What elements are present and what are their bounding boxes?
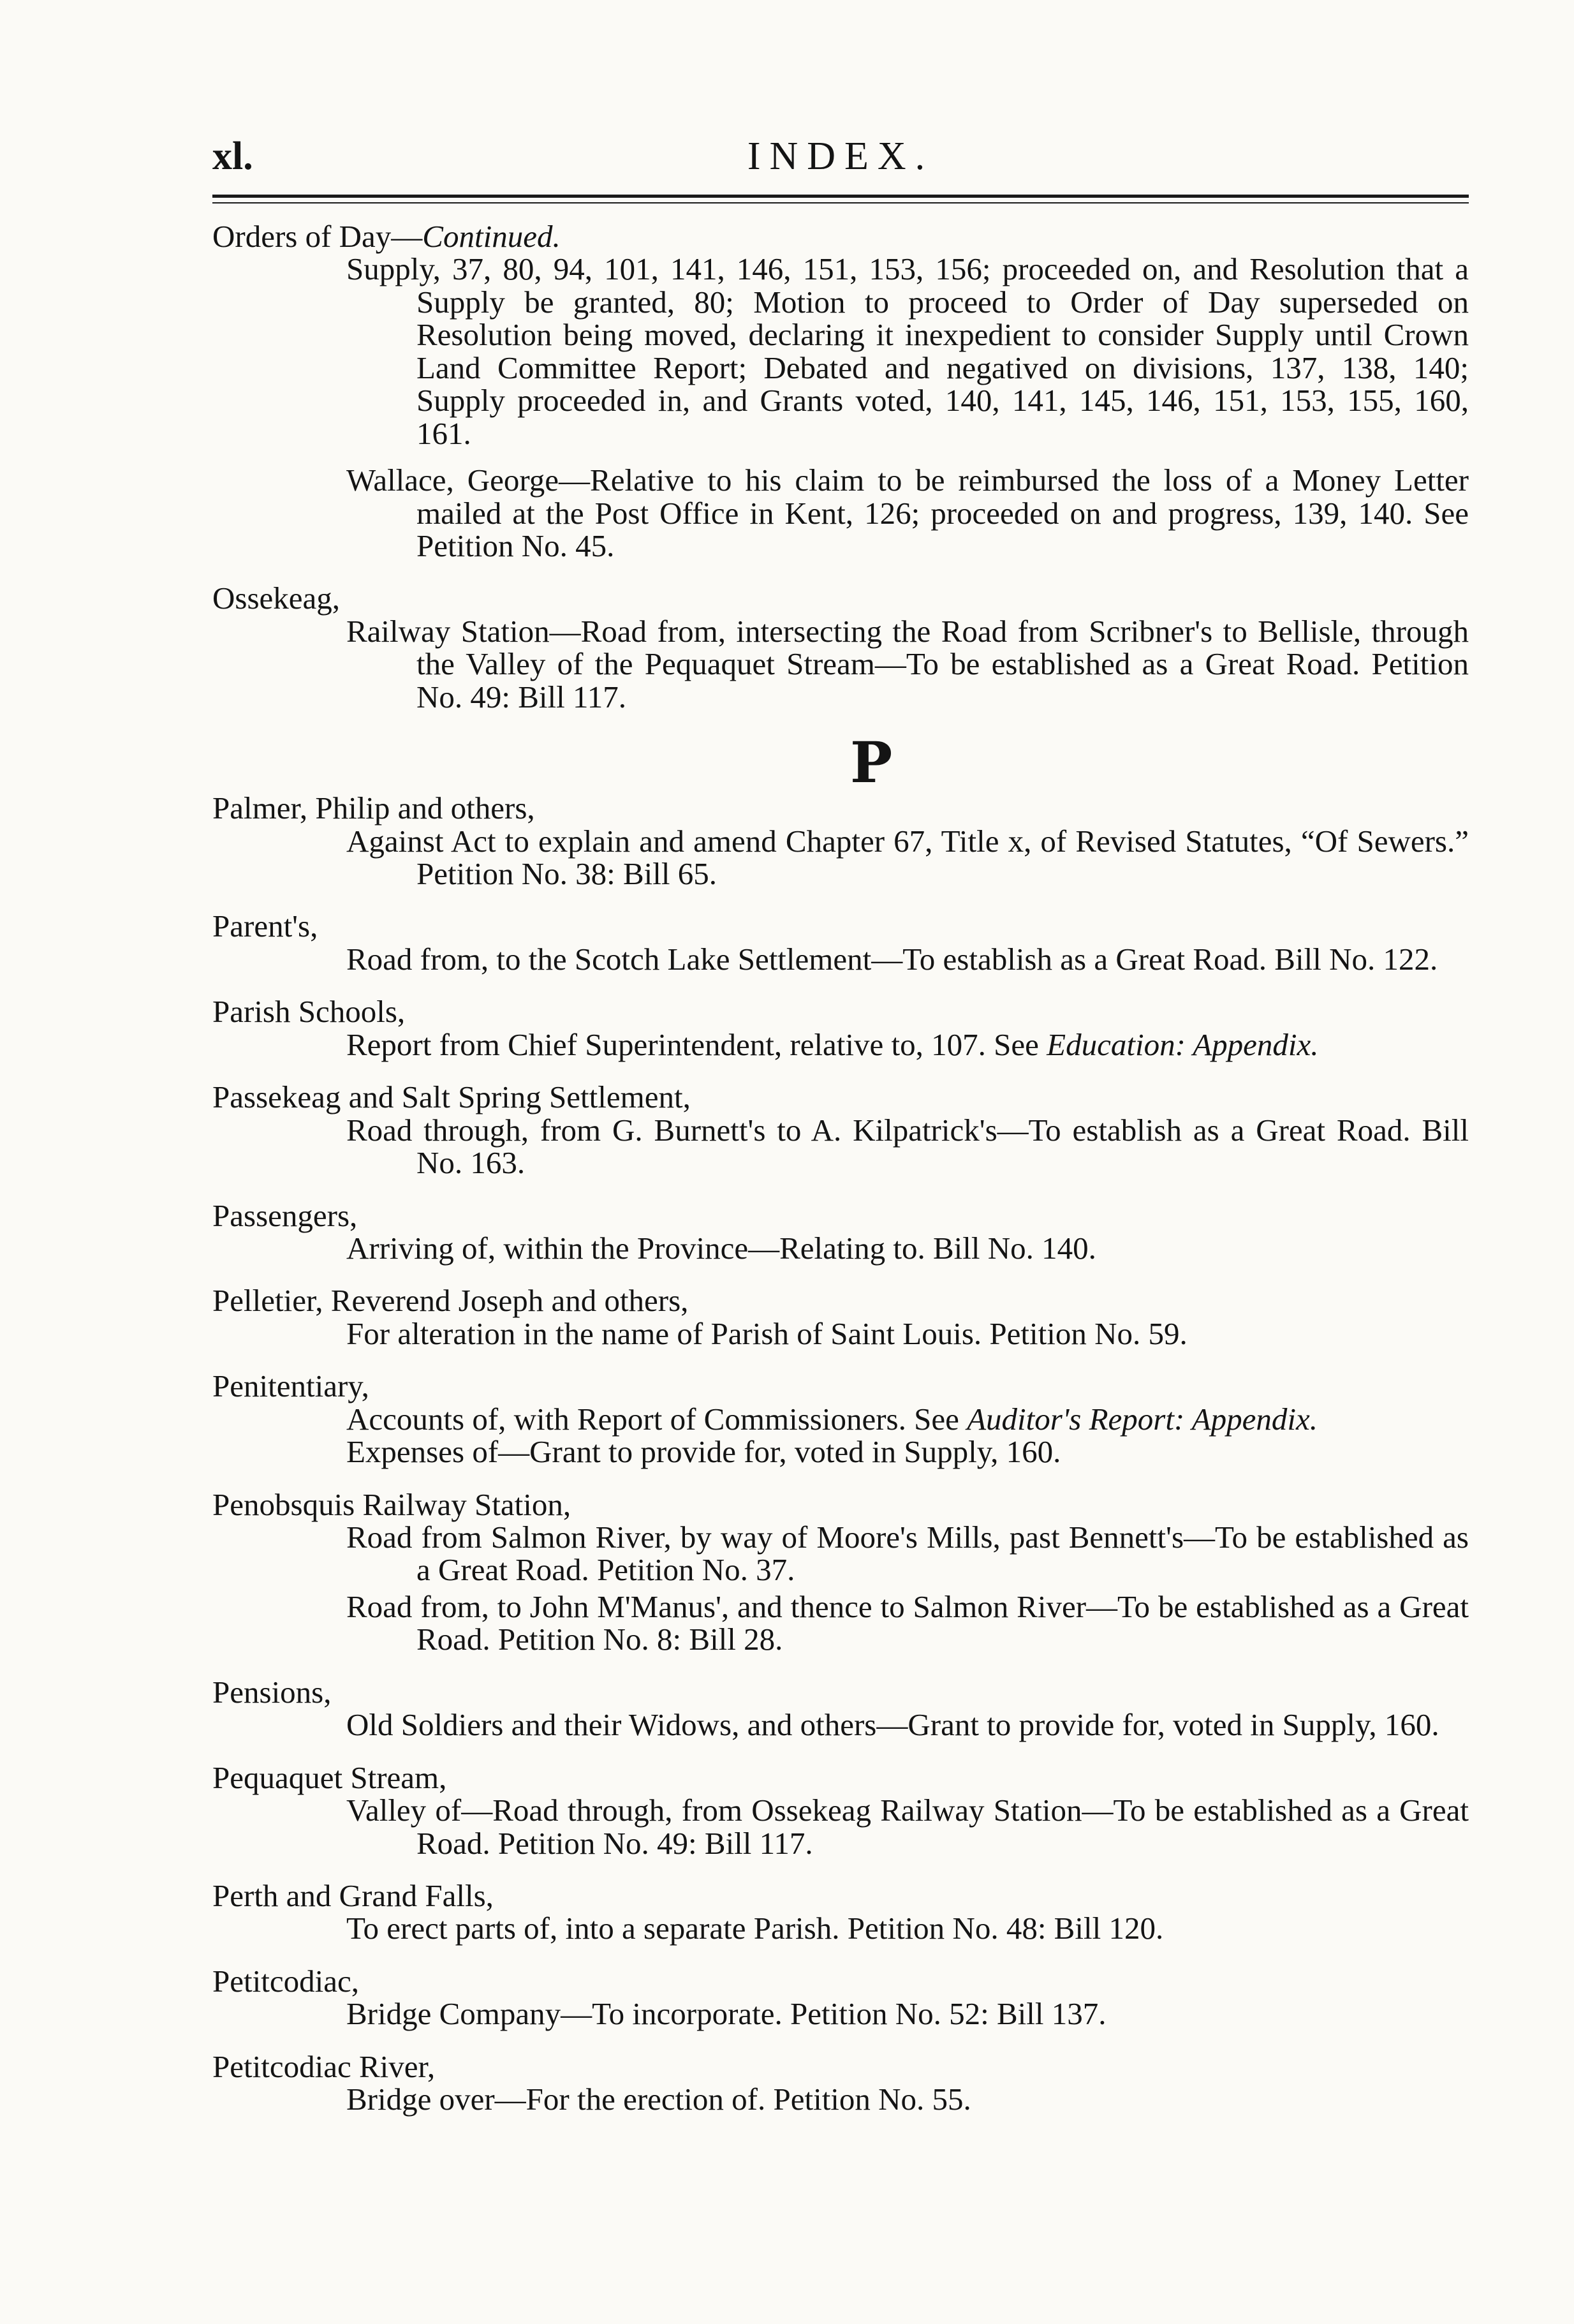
entry-subentry — [346, 1028, 1469, 1061]
entry-heading: Parent's, — [212, 908, 318, 944]
entry-subentry: Railway Station—Road from, intersecting the Road from Scribner's to Bellisle, through the Valley of the Pequaquet Stream—To be established as a Great Road. Petition No. 49: Bill 117. — [346, 613, 1469, 714]
index-entry — [212, 1761, 1469, 1860]
entry-subentry: Wallace, George—Relative to his claim to be reimbursed the loss of a Money Letter mailed at the Post Office in Kent, 126; proceeded on and progress, 139, 140. See Petition No. 45. — [346, 463, 1469, 563]
cross-reference: Auditor's Report: Appendix. — [967, 1401, 1318, 1437]
index-entry — [212, 1488, 1469, 1656]
entry-subentry: Bridge over—For the erection of. Petition No. 55. — [346, 2082, 971, 2117]
entry-subentry — [346, 1403, 1469, 1435]
entry-subentry: Road from Salmon River, by way of Moore's Mills, past Bennett's—To be established as a Great Road. Petition No. 37. — [346, 1520, 1469, 1588]
index-entry — [212, 1081, 1469, 1179]
index-entry — [212, 1965, 1469, 2031]
index-entry — [212, 910, 1469, 975]
entry-subentry: Road through, from G. Burnett's to A. Kilpatrick's—To establish as a Great Road. Bill No. 163. — [346, 1112, 1469, 1181]
entry-heading: Parish Schools, — [212, 994, 406, 1030]
index-entry — [212, 2050, 1469, 2116]
page-number: xl. — [212, 135, 253, 178]
header-rule-thin — [212, 202, 1469, 204]
entry-heading: Penitentiary, — [212, 1368, 369, 1404]
entry-subentry: Bridge Company—To incorporate. Petition No. 52: Bill 137. — [346, 1996, 1107, 2032]
section-letter-block — [212, 729, 1469, 796]
entry-heading: Pequaquet Stream, — [212, 1759, 447, 1795]
entry-heading: Petitcodiac, — [212, 1963, 359, 1999]
entry-subentry: Road from, to the Scotch Lake Settlement—To establish as a Great Road. Bill No. 122. — [346, 941, 1438, 977]
index-entry — [212, 220, 1469, 562]
entry-subentry: Valley of—Road through, from Ossekeag Railway Station—To be established as a Great Road. Petition No. 49: Bill 117. — [346, 1793, 1469, 1861]
entry-subentry: Arriving of, within the Province—Relating to. Bill No. 140. — [346, 1230, 1096, 1266]
entry-heading: Petitcodiac River, — [212, 2048, 436, 2084]
index-entry — [212, 1199, 1469, 1265]
index-entry — [212, 792, 1469, 890]
index-entry — [212, 1676, 1469, 1742]
entry-subentry: Supply, 37, 80, 94, 101, 141, 146, 151, 153, 156; proceeded on, and Resolution that a Supply be granted, 80; Motion to proceed to Order of Day superseded on Resolution being moved, declaring it inexpedient to consider Supply until Crown Land Committee Report; Debated and negatived on divisions, 137, 138, 140; Supply proceeded in, and Grants voted, 140, 141, 145, 146, 151, 153, 155, 160, 161. — [346, 251, 1469, 451]
entry-heading: Passengers, — [212, 1197, 358, 1233]
entry-subentry: Expenses of—Grant to provide for, voted in Supply, 160. — [346, 1434, 1061, 1470]
entry-heading: Passekeag and Salt Spring Settlement, — [212, 1079, 691, 1115]
index-entry — [212, 1370, 1469, 1468]
entry-subentry: Old Soldiers and their Widows, and others—Grant to provide for, voted in Supply, 160. — [346, 1707, 1439, 1743]
entry-subentry: Against Act to explain and amend Chapter 67, Title x, of Revised Statutes, “Of Sewers.” Petition No. 38: Bill 65. — [346, 823, 1469, 891]
index-entry — [212, 995, 1469, 1061]
entry-subentry: For alteration in the name of Parish of Saint Louis. Petition No. 59. — [346, 1315, 1188, 1351]
subentry-text: Report from Chief Superintendent, relative to, 107. See — [346, 1026, 1047, 1062]
entry-heading: Palmer, Philip and others, — [212, 790, 535, 826]
index-entry — [212, 582, 1469, 713]
entry-subentry: Road from, to John M'Manus', and thence to Salmon River—To be established as a Great Road. Petition No. 8: Bill 28. — [346, 1588, 1469, 1657]
cross-reference: Education: Appendix. — [1047, 1026, 1319, 1062]
entry-heading: Ossekeag, — [212, 581, 341, 616]
entry-heading-text: Orders of Day— — [212, 219, 423, 254]
page-header — [212, 134, 1469, 198]
index-entry — [212, 1879, 1469, 1945]
continued-label: Continued. — [422, 219, 561, 254]
subentry-text: Accounts of, with Report of Commissioners. See — [346, 1401, 967, 1437]
entry-heading: Pensions, — [212, 1674, 332, 1710]
entry-heading: Pelletier, Reverend Joseph and others, — [212, 1283, 689, 1319]
index-entry — [212, 1284, 1469, 1350]
index-content — [212, 220, 1469, 2136]
header-rule-thick — [212, 195, 1469, 198]
section-letter: P — [850, 729, 893, 796]
entry-heading: Perth and Grand Falls, — [212, 1877, 494, 1913]
entry-heading — [212, 220, 1469, 253]
entry-heading: Penobsquis Railway Station, — [212, 1486, 571, 1522]
running-title: INDEX. — [747, 135, 934, 178]
entry-subentry: To erect parts of, into a separate Parish. Petition No. 48: Bill 120. — [346, 1911, 1164, 1946]
